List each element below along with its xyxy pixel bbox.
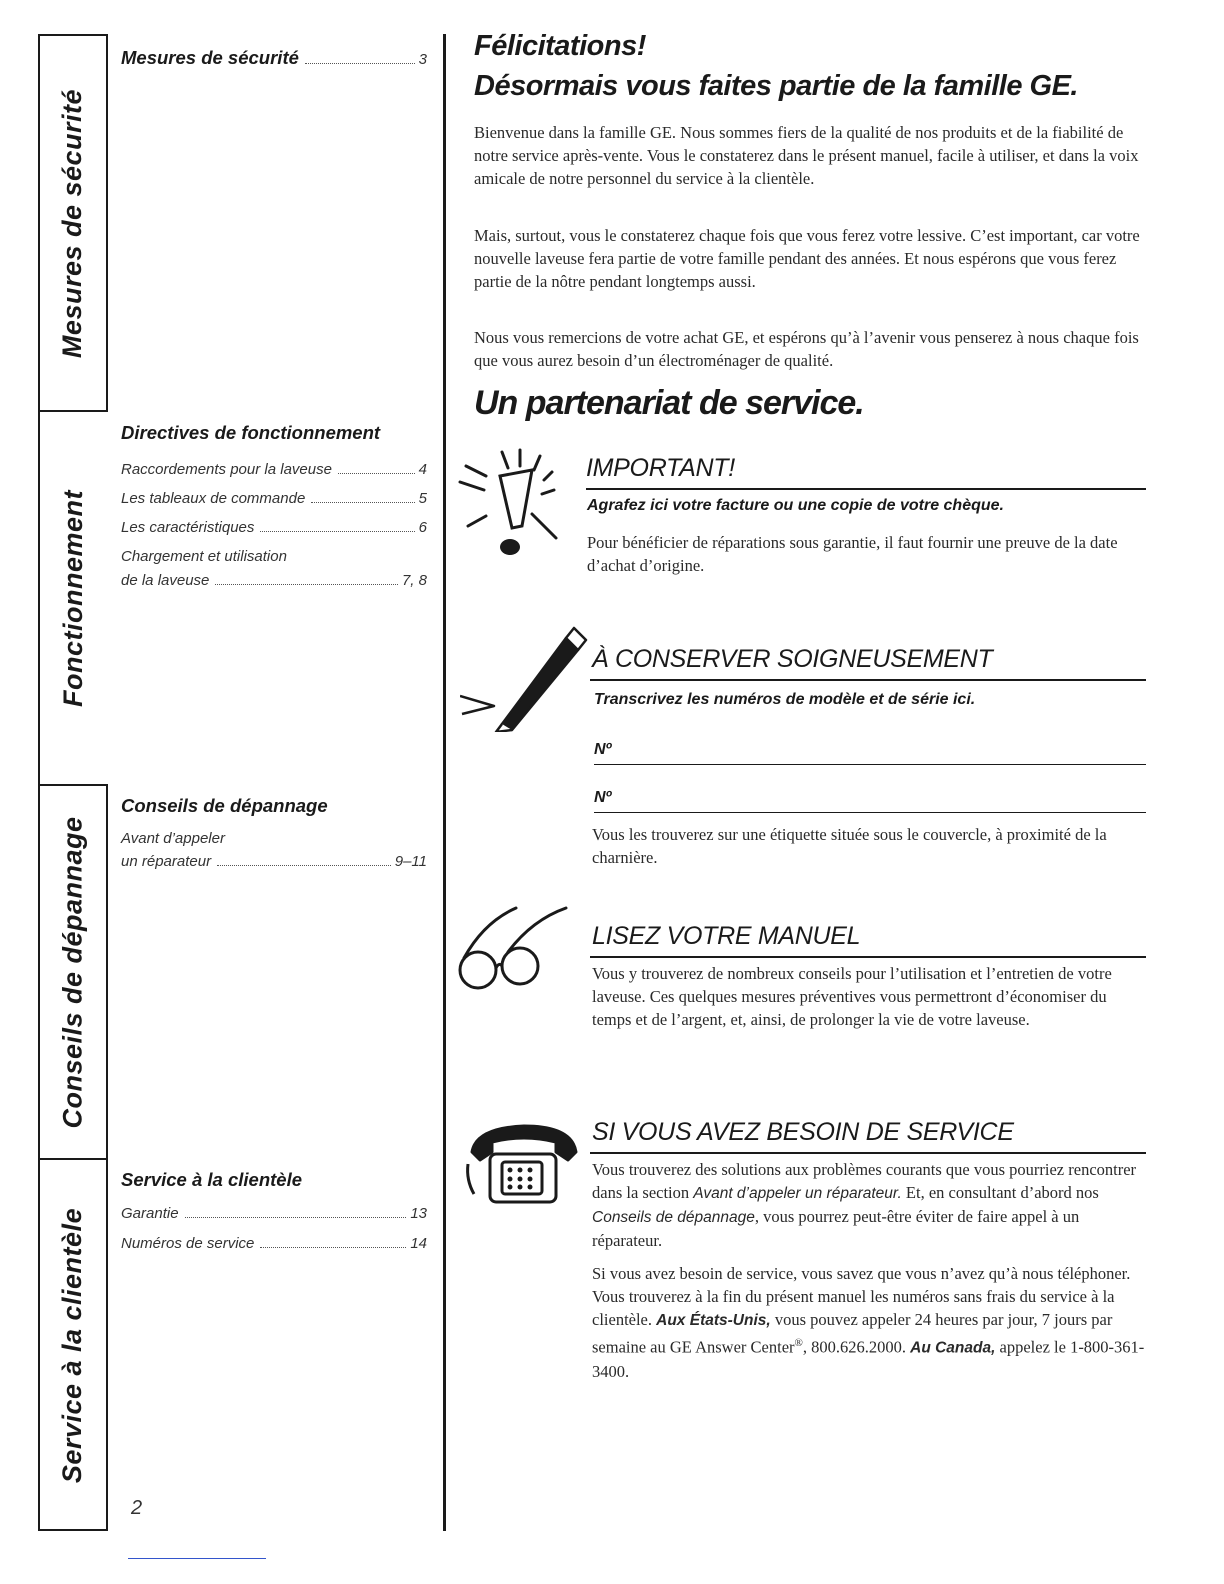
toc-entry[interactable] bbox=[121, 490, 427, 507]
leader-dots bbox=[311, 502, 414, 503]
country-label-canada: Au Canada, bbox=[910, 1339, 996, 1357]
footer-underline bbox=[128, 1558, 266, 1559]
tab-service-a-la-clientele[interactable] bbox=[40, 1160, 106, 1531]
tab-edge bbox=[106, 784, 108, 1158]
column-divider bbox=[443, 34, 446, 1531]
toc-page: 6 bbox=[418, 519, 427, 536]
leader-dots bbox=[215, 584, 398, 585]
pencil-icon bbox=[460, 620, 600, 732]
service-text: Si vous avez besoin de service, vous savez que vous n’avez qu’à nous téléphoner. Vous trouverez à la fin du présent manuel les numéros sans frais du service à la clientèle. bbox=[592, 1264, 1131, 1329]
country-label-us: Aux États-Unis, bbox=[656, 1312, 771, 1329]
keep-subtitle: Transcrivez les numéros de modèle et de série ici. bbox=[594, 691, 976, 708]
service-text: Et, en consultant d’abord nos bbox=[901, 1183, 1099, 1202]
keep-title: À CONSERVER SOIGNEUSEMENT bbox=[592, 645, 993, 673]
service-text: , vous pourrez peut-être éviter de faire appel à un réparateur. bbox=[592, 1207, 1080, 1250]
leader-dots bbox=[185, 1217, 407, 1218]
important-text: Pour bénéficier de réparations sous garantie, il faut fournir une preuve de la date d’achat d’origine. bbox=[587, 533, 1118, 575]
toc-title-troubleshooting: Conseils de dépannage bbox=[121, 795, 328, 816]
tab-label: Service à la clientèle bbox=[57, 1207, 88, 1484]
toc-page: 13 bbox=[410, 1205, 427, 1222]
tab-edge bbox=[106, 34, 108, 410]
tab-mesures-de-securite[interactable] bbox=[40, 36, 106, 410]
service-text: , 800.626.2000. bbox=[802, 1337, 911, 1357]
toc-label: Garantie bbox=[121, 1205, 179, 1222]
glasses-icon bbox=[456, 906, 588, 998]
toc-label: Raccordements pour la laveuse bbox=[121, 461, 332, 478]
page-number: 2 bbox=[131, 1497, 143, 1519]
toc-entry[interactable] bbox=[121, 1205, 427, 1222]
leader-dots bbox=[217, 865, 391, 866]
model-number-label: Nº bbox=[594, 741, 612, 758]
intro-paragraph: Nous vous remercions de votre achat GE, et espérons qu’à l’avenir vous penserez à nous chaque fois que vous aurez besoin d’un électroménager de qualité. bbox=[474, 328, 1139, 370]
serial-number-field[interactable] bbox=[594, 812, 1146, 813]
toc-title-safety: Mesures de sécurité bbox=[121, 47, 299, 68]
toc-page: 5 bbox=[418, 490, 427, 507]
service-title: SI VOUS AVEZ BESOIN DE SERVICE bbox=[592, 1118, 1014, 1146]
keep-text: Vous les trouverez sur une étiquette située sous le couvercle, à proximité de la charnière. bbox=[592, 825, 1107, 867]
tab-edge bbox=[106, 1158, 108, 1531]
heading-ge-family: Désormais vous faites partie de la famille GE. bbox=[474, 70, 1078, 102]
read-manual-title: LISEZ VOTRE MANUEL bbox=[592, 922, 861, 950]
service-text: appelez le 1-800-361-3400. bbox=[592, 1337, 1145, 1381]
service-text: vous pouvez appeler 24 heures par jour, 7 jours par semaine au GE Answer Center bbox=[592, 1310, 1113, 1357]
tab-label: Conseils de dépannage bbox=[57, 815, 88, 1129]
toc-label: Les caractéristiques bbox=[121, 519, 255, 536]
toc-entry[interactable] bbox=[121, 461, 427, 478]
service-text-2 bbox=[592, 1262, 1147, 1383]
toc-label-line1: Avant d’appeler bbox=[121, 830, 225, 847]
toc-label: Les tableaux de commande bbox=[121, 490, 306, 507]
important-subtitle: Agrafez ici votre facture ou une copie de votre chèque. bbox=[587, 497, 1004, 514]
tab-conseils-de-depannage[interactable] bbox=[40, 786, 106, 1158]
toc-page: 7, 8 bbox=[401, 572, 427, 589]
heading-partnership: Un partenariat de service. bbox=[474, 384, 864, 422]
tab-label: Fonctionnement bbox=[57, 489, 88, 707]
leader-dots bbox=[305, 63, 415, 64]
toc-label-line1: Chargement et utilisation bbox=[121, 548, 287, 565]
heading-congratulations: Félicitations! bbox=[474, 30, 646, 62]
toc-entry-safety[interactable] bbox=[121, 47, 427, 69]
section-rule bbox=[590, 679, 1146, 681]
service-text: Vous trouverez des solutions aux problèmes courants que vous pourriez rencontrer dans la section bbox=[592, 1160, 1137, 1202]
serial-number-label: Nº bbox=[594, 789, 612, 806]
section-reference: Conseils de dépannage bbox=[592, 1209, 755, 1226]
section-rule bbox=[586, 488, 1146, 490]
toc-entry[interactable] bbox=[121, 853, 427, 870]
section-rule bbox=[590, 956, 1146, 958]
important-title: IMPORTANT! bbox=[586, 454, 735, 482]
toc-entry[interactable] bbox=[121, 572, 427, 589]
telephone-icon bbox=[464, 1124, 584, 1204]
model-number-field[interactable] bbox=[594, 764, 1146, 765]
tab-fonctionnement[interactable] bbox=[40, 412, 106, 784]
exclamation-icon bbox=[456, 446, 586, 566]
leader-dots bbox=[338, 473, 415, 474]
toc-page: 14 bbox=[410, 1235, 427, 1252]
leader-dots bbox=[260, 531, 414, 532]
section-rule bbox=[590, 1152, 1146, 1154]
read-manual-text: Vous y trouverez de nombreux conseils pour l’utilisation et l’entretien de votre laveuse. Ces quelques mesures préventives vous permettront d’économiser du temps et de l’argent, et, ainsi, de prolonger la vie de votre laveuse. bbox=[592, 964, 1112, 1029]
toc-entry[interactable] bbox=[121, 1235, 427, 1252]
toc-label: Numéros de service bbox=[121, 1235, 255, 1252]
section-reference: Avant d’appeler un réparateur. bbox=[693, 1185, 902, 1202]
toc-page: 4 bbox=[418, 461, 427, 478]
toc-title-customer-service: Service à la clientèle bbox=[121, 1169, 303, 1190]
intro-paragraph: Bienvenue dans la famille GE. Nous sommes fiers de la qualité de nos produits et de la fiabilité de notre service après-vente. Vous le constaterez dans le présent manuel, facile à utiliser, et dans la voix amicale de notre personnel du service à la clientèle. bbox=[474, 123, 1139, 188]
toc-label: de la laveuse bbox=[121, 572, 210, 589]
tab-label: Mesures de sécurité bbox=[57, 88, 88, 358]
toc-page: 3 bbox=[418, 51, 427, 68]
toc-entry[interactable] bbox=[121, 519, 427, 536]
service-text-1 bbox=[592, 1158, 1147, 1252]
intro-paragraph: Mais, surtout, vous le constaterez chaque fois que vous ferez votre lessive. C’est important, car votre nouvelle laveuse fera partie de votre famille pendant des années. Et nous espérons que vous ferez partie de la nôtre pendant longtemps aussi. bbox=[474, 226, 1140, 291]
registered-mark: ® bbox=[794, 1337, 803, 1349]
toc-title-operating: Directives de fonctionnement bbox=[121, 422, 381, 443]
toc-page: 9–11 bbox=[394, 853, 427, 870]
leader-dots bbox=[260, 1247, 406, 1248]
toc-label: un réparateur bbox=[121, 853, 212, 870]
